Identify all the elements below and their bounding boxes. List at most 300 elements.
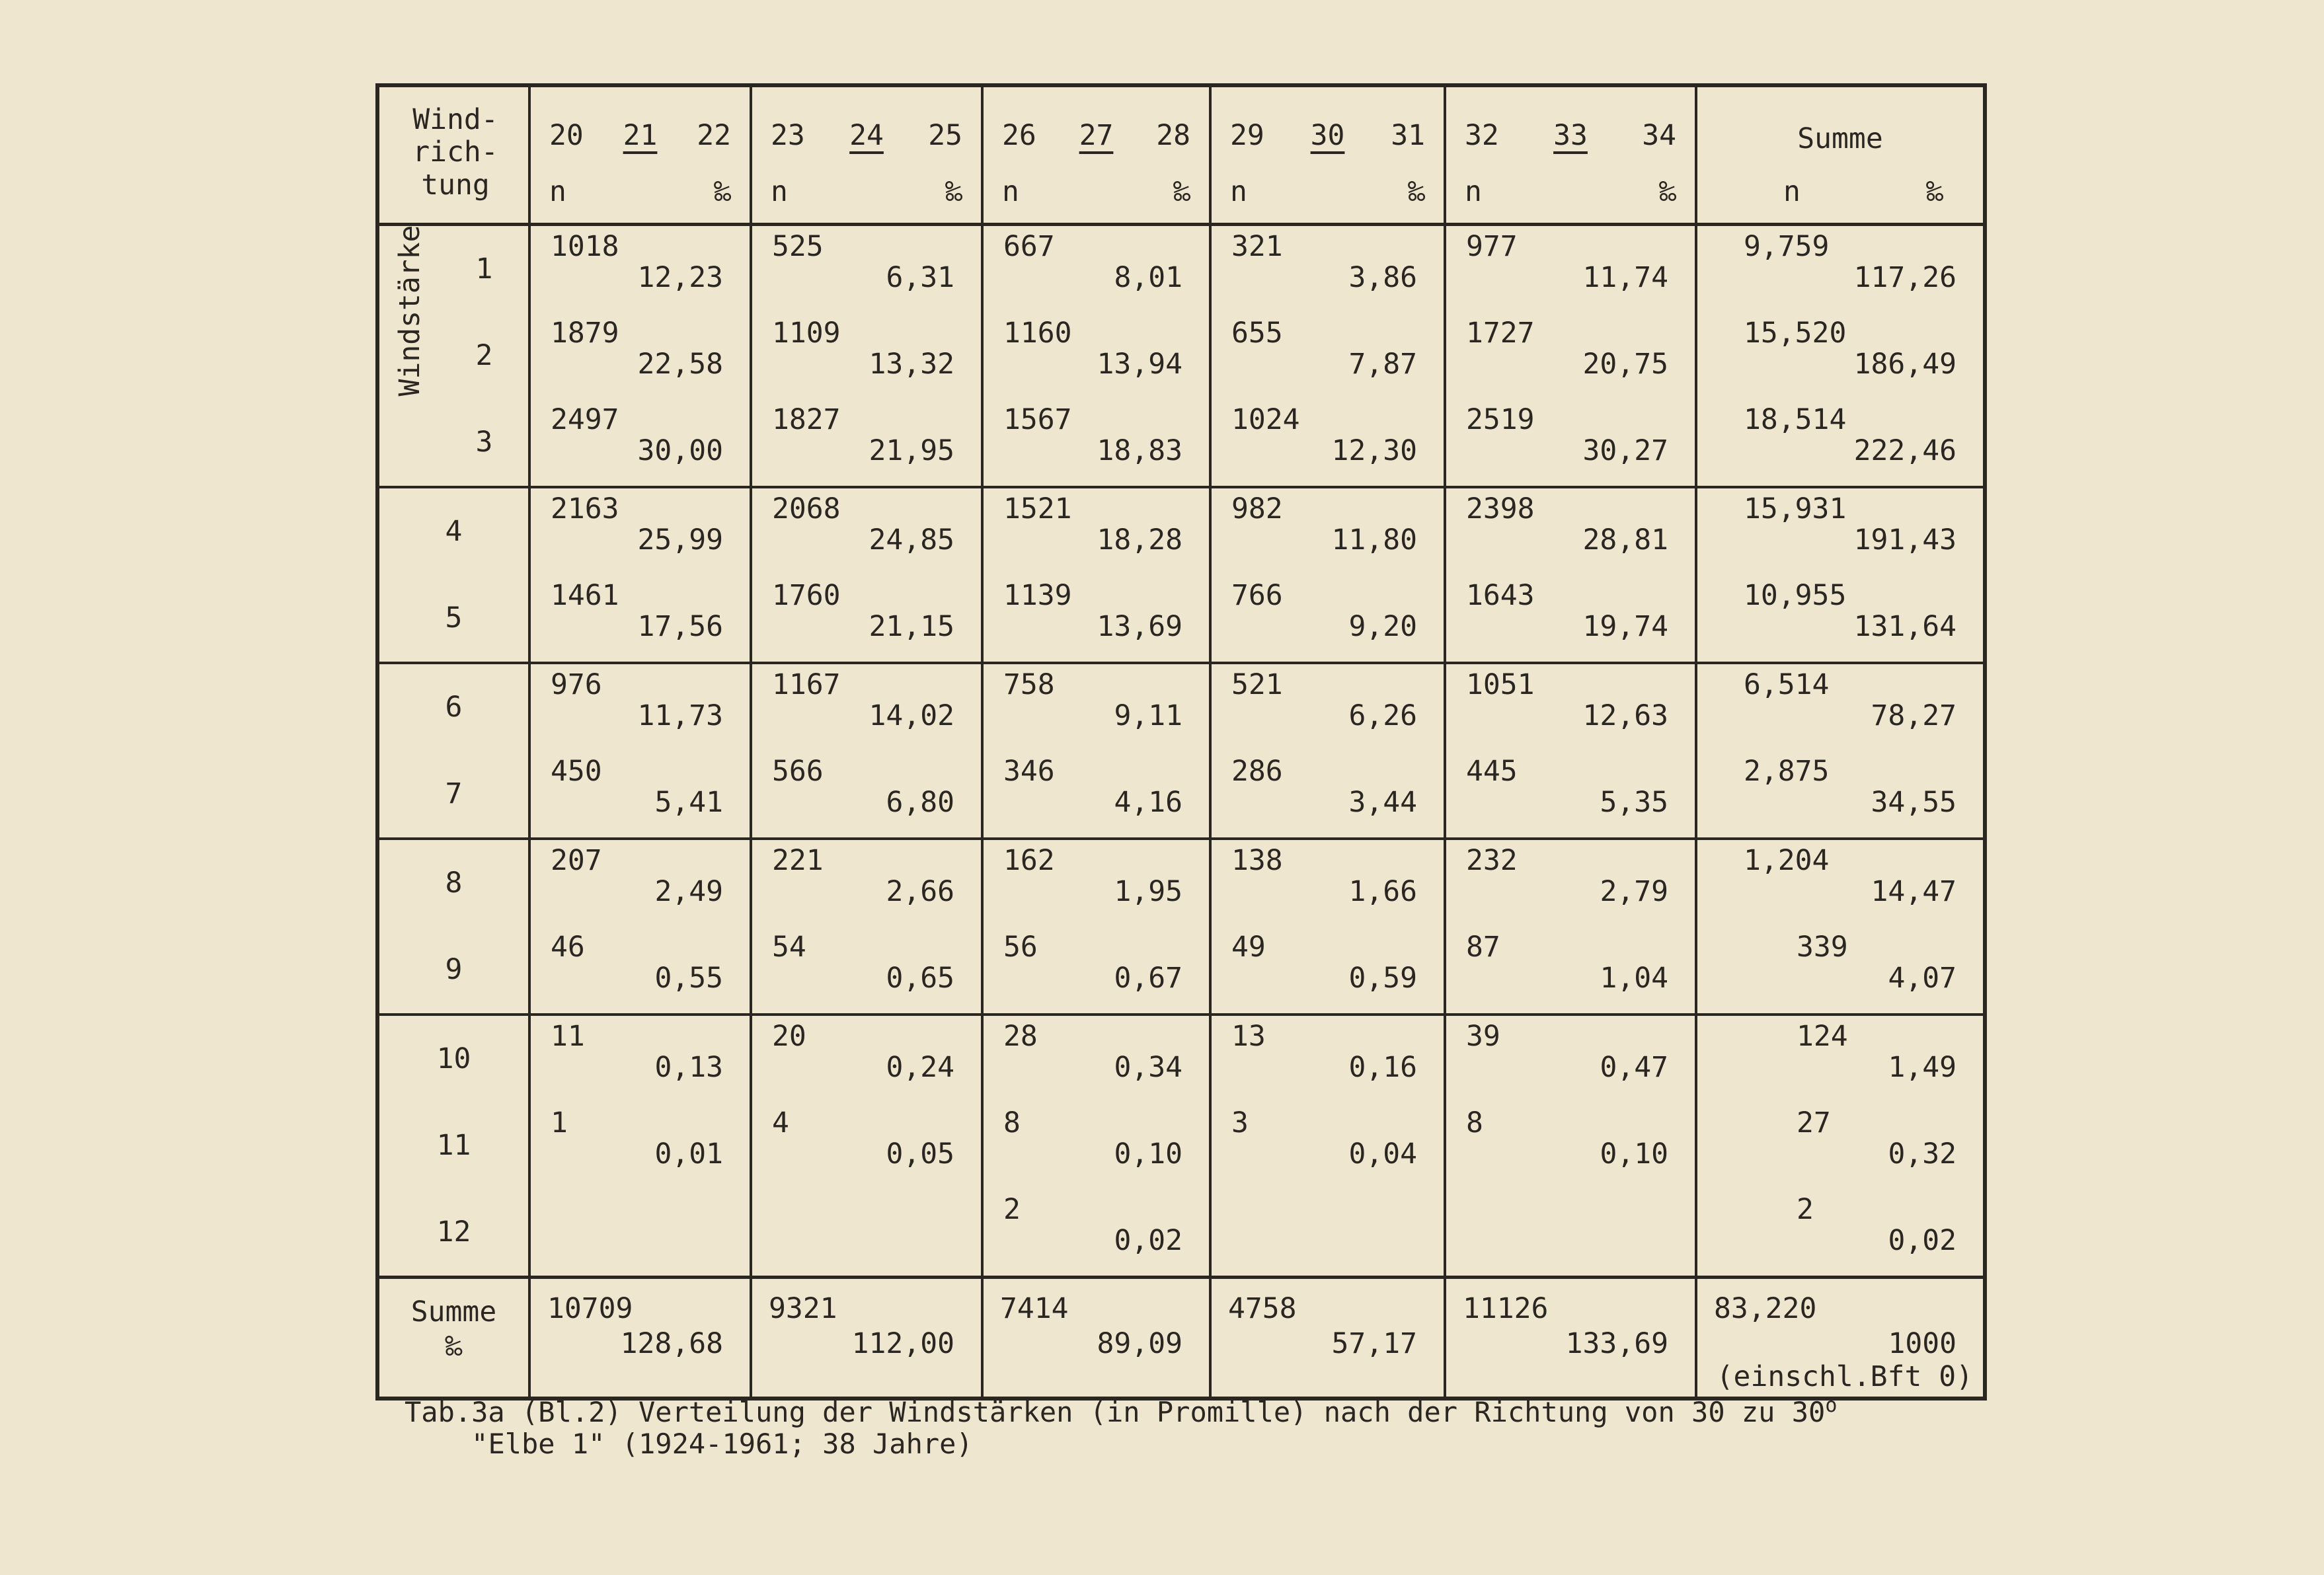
total-permille-value: 186,49	[1853, 348, 1956, 381]
permille-value: 3,44	[1348, 786, 1417, 819]
direction-header-cell	[1212, 87, 1444, 223]
total-count-value: 2	[1797, 1193, 1814, 1226]
total-permille-value: 131,64	[1853, 610, 1956, 643]
data-cell	[1445, 1189, 1696, 1278]
count-value: 138	[1231, 844, 1283, 877]
direction-header-cell	[752, 87, 981, 223]
count-value: 450	[551, 755, 602, 788]
direction-number: 22	[697, 119, 731, 152]
direction-numbers	[1230, 120, 1425, 151]
total-content	[1697, 575, 1983, 662]
permille-value: 12,30	[1331, 434, 1417, 467]
data-cell	[529, 1015, 751, 1102]
permille-value: 13,32	[869, 348, 954, 381]
cell-content	[752, 1189, 981, 1276]
permille-value: 21,95	[869, 434, 954, 467]
data-cell	[751, 487, 982, 575]
permille-value: 18,83	[1097, 434, 1182, 467]
direction-group-header	[1210, 85, 1445, 225]
count-value: 1643	[1466, 579, 1535, 612]
total-content	[1697, 488, 1983, 575]
count-value: 321	[1231, 230, 1283, 263]
data-cell	[982, 225, 1210, 313]
data-cell	[529, 663, 751, 751]
count-value: 1760	[772, 579, 841, 612]
cell-content	[984, 488, 1209, 575]
data-cell	[1445, 751, 1696, 839]
permille-value: 13,69	[1097, 610, 1182, 643]
unit-n-label: n	[549, 175, 566, 208]
permille-value: 21,15	[869, 610, 954, 643]
permille-value: 0,16	[1348, 1051, 1417, 1084]
direction-number: 34	[1642, 119, 1676, 152]
count-value: 1051	[1466, 668, 1535, 701]
data-cell	[1445, 663, 1696, 751]
data-cell	[1210, 1015, 1445, 1102]
total-count-value: 15,520	[1744, 317, 1847, 350]
wind-force-number: 8	[377, 839, 529, 927]
count-value: 4	[772, 1106, 789, 1139]
cell-content	[1446, 1189, 1695, 1276]
cell-content	[984, 927, 1209, 1013]
total-header	[1696, 85, 1985, 225]
data-cell	[1210, 751, 1445, 839]
permille-value: 0,05	[886, 1137, 954, 1171]
summary-label	[379, 1279, 528, 1364]
permille-value: 6,80	[886, 786, 954, 819]
permille-value: 0,24	[886, 1051, 954, 1084]
header-label-line: rich-	[412, 135, 498, 169]
table-row	[377, 575, 1985, 663]
permille-value: 0,13	[654, 1051, 723, 1084]
total-permille-value: 0,32	[1888, 1137, 1956, 1171]
wind-force-number: 10	[377, 1015, 529, 1102]
cell-content	[1212, 313, 1444, 399]
data-cell	[529, 1189, 751, 1278]
wind-force-number: 2	[440, 313, 529, 399]
cell-content	[1446, 399, 1695, 486]
data-cell	[1445, 839, 1696, 927]
cell-content	[531, 575, 750, 662]
permille-value: 28,81	[1582, 523, 1668, 557]
cell-content	[531, 840, 750, 927]
wind-force-number: 7	[377, 751, 529, 839]
count-value: 667	[1003, 230, 1055, 263]
cell-content	[1446, 488, 1695, 575]
permille-value: 6,31	[886, 261, 954, 294]
count-value: 2	[1003, 1193, 1021, 1226]
data-cell	[751, 1189, 982, 1278]
table-row	[377, 663, 1985, 751]
cell-content	[1446, 313, 1695, 399]
total-cell	[1696, 399, 1985, 487]
permille-value: 9,20	[1348, 610, 1417, 643]
permille-value: 0,47	[1600, 1051, 1668, 1084]
permille-value: 25,99	[637, 523, 723, 557]
data-cell	[982, 1102, 1210, 1189]
wind-force-number: 3	[440, 399, 529, 487]
count-value: 221	[772, 844, 824, 877]
count-value: 1521	[1003, 492, 1072, 525]
total-cell	[1696, 1015, 1985, 1102]
cell-content	[752, 399, 981, 486]
total-content	[1697, 664, 1983, 751]
count-value: 56	[1003, 931, 1038, 964]
permille-value: 4,16	[1114, 786, 1182, 819]
permille-value: 7,87	[1348, 348, 1417, 381]
total-count-value: 2,875	[1744, 755, 1830, 788]
direction-group-header	[982, 85, 1210, 225]
direction-number: 21	[623, 119, 658, 152]
permille-value: 18,28	[1097, 523, 1182, 557]
summary-total-cell	[1696, 1278, 1985, 1399]
permille-value: 11,80	[1331, 523, 1417, 557]
cell-content	[752, 313, 981, 399]
total-permille-value: 78,27	[1871, 699, 1956, 732]
permille-value: 0,10	[1600, 1137, 1668, 1171]
unit-labels	[1783, 176, 1943, 208]
table-row	[377, 225, 1985, 313]
data-cell	[1210, 1102, 1445, 1189]
total-permille-value: 4,07	[1888, 962, 1956, 995]
permille-value: 2,79	[1600, 875, 1668, 908]
cell-content	[1212, 1016, 1444, 1102]
cell-content	[984, 840, 1209, 927]
summary-permille: 128,68	[620, 1327, 723, 1360]
permille-value: 6,26	[1348, 699, 1417, 732]
permille-value: 1,95	[1114, 875, 1182, 908]
unit-permille-label: ‰	[1926, 175, 1943, 208]
cell-content	[752, 751, 981, 837]
count-value: 20	[772, 1020, 806, 1053]
total-content	[1697, 226, 1983, 313]
direction-number: 24	[849, 119, 884, 152]
count-value: 54	[772, 931, 806, 964]
permille-value: 5,35	[1600, 786, 1668, 819]
cell-content	[1446, 1016, 1695, 1102]
cell-content	[984, 751, 1209, 837]
direction-number: 25	[928, 119, 962, 152]
total-permille-value: 222,46	[1853, 434, 1956, 467]
direction-number: 30	[1310, 119, 1345, 152]
permille-value: 5,41	[654, 786, 723, 819]
total-cell	[1696, 927, 1985, 1015]
count-value: 1567	[1003, 403, 1072, 436]
unit-n-label: n	[771, 175, 788, 208]
total-cell	[1696, 751, 1985, 839]
unit-n-label: n	[1465, 175, 1482, 208]
count-value: 1109	[772, 317, 841, 350]
unit-permille-label: ‰	[945, 175, 962, 208]
count-value: 1018	[551, 230, 619, 263]
summary-permille: 89,09	[1097, 1327, 1182, 1360]
data-cell	[982, 313, 1210, 399]
data-cell	[529, 313, 751, 399]
count-value: 286	[1231, 755, 1283, 788]
wind-force-axis-label: Windstärke	[393, 225, 426, 397]
grand-total-note: (einschl.Bft 0)	[1716, 1360, 1973, 1393]
direction-header-cell	[531, 87, 750, 223]
direction-number: 26	[1002, 119, 1036, 152]
wind-force-number: 5	[377, 575, 529, 663]
permille-value: 3,86	[1348, 261, 1417, 294]
cell-content	[752, 575, 981, 662]
data-cell	[751, 1102, 982, 1189]
count-value: 28	[1003, 1020, 1038, 1053]
count-value: 8	[1466, 1106, 1483, 1139]
permille-value: 9,11	[1114, 699, 1182, 732]
data-cell	[1445, 313, 1696, 399]
data-cell	[982, 663, 1210, 751]
data-cell	[529, 839, 751, 927]
direction-group-header	[1445, 85, 1696, 225]
cell-content	[1446, 751, 1695, 837]
summary-cell	[982, 1278, 1210, 1399]
count-value: 2068	[772, 492, 841, 525]
summary-cell-content	[531, 1279, 750, 1397]
data-cell	[982, 1189, 1210, 1278]
count-value: 87	[1466, 931, 1500, 964]
data-cell	[1210, 487, 1445, 575]
total-permille-value: 0,02	[1888, 1224, 1956, 1257]
direction-header-cell	[1446, 87, 1695, 223]
table-row	[377, 1102, 1985, 1189]
unit-n-label: n	[1783, 175, 1801, 208]
wind-force-number: 1	[440, 225, 529, 313]
cell-content	[531, 751, 750, 837]
count-value: 2519	[1466, 403, 1535, 436]
data-cell	[982, 487, 1210, 575]
data-cell	[751, 927, 982, 1015]
summary-cell-content	[1446, 1279, 1695, 1397]
permille-value: 0,02	[1114, 1224, 1182, 1257]
summary-label-line: Summe	[410, 1295, 497, 1328]
cell-content	[531, 226, 750, 313]
data-cell	[1210, 927, 1445, 1015]
summary-count: 9321	[769, 1292, 837, 1325]
direction-numbers	[771, 120, 962, 151]
count-value: 758	[1003, 668, 1055, 701]
cell-content	[1446, 575, 1695, 662]
cell-content	[1446, 226, 1695, 313]
total-count-value: 124	[1797, 1020, 1848, 1053]
cell-content	[1446, 927, 1695, 1013]
cell-content	[1212, 399, 1444, 486]
data-cell	[1445, 927, 1696, 1015]
total-cell	[1696, 575, 1985, 663]
unit-n-label: n	[1002, 175, 1019, 208]
total-cell	[1696, 225, 1985, 313]
wind-force-number: 6	[377, 663, 529, 751]
cell-content	[1212, 840, 1444, 927]
total-cell	[1696, 313, 1985, 399]
summary-permille: 112,00	[851, 1327, 954, 1360]
wind-force-number: 4	[377, 487, 529, 575]
total-header-label: Summe	[1797, 122, 1883, 155]
data-cell	[1445, 487, 1696, 575]
cell-content	[752, 1102, 981, 1189]
direction-number: 31	[1391, 119, 1425, 152]
data-cell	[751, 399, 982, 487]
count-value: 1727	[1466, 317, 1535, 350]
direction-number: 29	[1230, 119, 1264, 152]
total-count-value: 1,204	[1744, 844, 1830, 877]
data-cell	[529, 487, 751, 575]
summary-row	[377, 1278, 1985, 1399]
count-value: 766	[1231, 579, 1283, 612]
permille-value: 20,75	[1582, 348, 1668, 381]
cell-content	[1212, 664, 1444, 751]
direction-number: 20	[549, 119, 584, 152]
permille-value: 0,34	[1114, 1051, 1182, 1084]
permille-value: 22,58	[637, 348, 723, 381]
cell-content	[984, 313, 1209, 399]
data-cell	[1445, 1015, 1696, 1102]
total-permille-value: 14,47	[1871, 875, 1956, 908]
direction-number: 33	[1553, 119, 1588, 152]
summary-cell	[1210, 1278, 1445, 1399]
summary-count: 7414	[1000, 1292, 1069, 1325]
cell-content	[531, 1016, 750, 1102]
count-value: 8	[1003, 1106, 1021, 1139]
data-cell	[982, 399, 1210, 487]
header-label-line: tung	[421, 168, 490, 202]
total-content	[1697, 399, 1983, 486]
count-value: 1160	[1003, 317, 1072, 350]
summary-count: 11126	[1463, 1292, 1549, 1325]
permille-value: 8,01	[1114, 261, 1182, 294]
cell-content	[752, 840, 981, 927]
permille-value: 11,73	[637, 699, 723, 732]
data-cell	[751, 751, 982, 839]
permille-value: 0,55	[654, 962, 723, 995]
header-row	[377, 85, 1985, 225]
cell-content	[531, 664, 750, 751]
table-row	[377, 487, 1985, 575]
count-value: 982	[1231, 492, 1283, 525]
count-value: 3	[1231, 1106, 1249, 1139]
caption-line-2: "Elbe 1" (1924-1961; 38 Jahre)	[471, 1428, 973, 1461]
data-cell	[751, 575, 982, 663]
count-value: 2398	[1466, 492, 1535, 525]
summary-label-line: ‰	[445, 1329, 463, 1363]
table-row	[377, 751, 1985, 839]
total-permille-value: 34,55	[1871, 786, 1956, 819]
caption-line-1: Tab.3a (Bl.2) Verteilung der Windstärken (in Promille) nach der Richtung von 30 zu 30	[405, 1396, 1826, 1428]
unit-labels	[1230, 176, 1425, 208]
permille-value: 19,74	[1582, 610, 1668, 643]
count-value: 232	[1466, 844, 1518, 877]
cell-content	[1212, 1189, 1444, 1276]
summary-total-content	[1697, 1279, 1983, 1397]
count-value: 49	[1231, 931, 1266, 964]
cell-content	[1212, 488, 1444, 575]
count-value: 2163	[551, 492, 619, 525]
cell-content	[752, 1016, 981, 1102]
count-value: 566	[772, 755, 824, 788]
cell-content	[1446, 1102, 1695, 1189]
cell-content	[984, 1016, 1209, 1102]
cell-content	[1212, 575, 1444, 662]
data-cell	[751, 225, 982, 313]
direction-number: 32	[1465, 119, 1499, 152]
data-cell	[982, 927, 1210, 1015]
unit-permille-label: ‰	[1173, 175, 1190, 208]
table-row	[377, 1189, 1985, 1278]
cell-content	[531, 927, 750, 1013]
cell-content	[752, 226, 981, 313]
data-cell	[982, 751, 1210, 839]
count-value: 207	[551, 844, 602, 877]
table-row	[377, 839, 1985, 927]
total-cell	[1696, 487, 1985, 575]
total-permille-value: 191,43	[1853, 523, 1956, 557]
count-value: 655	[1231, 317, 1283, 350]
data-cell	[1445, 575, 1696, 663]
summary-count: 10709	[547, 1292, 633, 1325]
total-cell	[1696, 839, 1985, 927]
degree-sign: o	[1825, 1394, 1838, 1417]
count-value: 1461	[551, 579, 619, 612]
count-value: 13	[1231, 1020, 1266, 1053]
permille-value: 0,59	[1348, 962, 1417, 995]
permille-value: 30,00	[637, 434, 723, 467]
count-value: 162	[1003, 844, 1055, 877]
cell-content	[984, 575, 1209, 662]
direction-group-header	[751, 85, 982, 225]
cell-content	[1212, 1102, 1444, 1189]
summary-label-cell	[377, 1278, 529, 1399]
data-cell	[529, 575, 751, 663]
summary-count: 4758	[1228, 1292, 1297, 1325]
unit-n-label: n	[1230, 175, 1247, 208]
direction-header-cell	[984, 87, 1209, 223]
cell-content	[1212, 927, 1444, 1013]
count-value: 1879	[551, 317, 619, 350]
direction-numbers	[1465, 120, 1676, 151]
cell-content	[752, 927, 981, 1013]
permille-value: 1,04	[1600, 962, 1668, 995]
data-cell	[751, 839, 982, 927]
data-cell	[529, 399, 751, 487]
data-cell	[982, 839, 1210, 927]
total-permille-value: 1,49	[1888, 1051, 1956, 1084]
unit-labels	[1465, 176, 1676, 208]
total-cell	[1696, 1189, 1985, 1278]
cell-content	[752, 664, 981, 751]
summary-cell	[751, 1278, 982, 1399]
data-cell	[751, 663, 982, 751]
total-content	[1697, 313, 1983, 399]
total-cell	[1696, 663, 1985, 751]
unit-permille-label: ‰	[1408, 175, 1425, 208]
total-count-value: 10,955	[1744, 579, 1847, 612]
cell-content	[1212, 751, 1444, 837]
data-cell	[529, 1102, 751, 1189]
count-value: 525	[772, 230, 824, 263]
summary-permille: 57,17	[1331, 1327, 1417, 1360]
wind-force-number: 12	[377, 1189, 529, 1278]
data-cell	[1210, 839, 1445, 927]
cell-content	[531, 1189, 750, 1276]
data-cell	[982, 575, 1210, 663]
count-value: 11	[551, 1020, 585, 1053]
cell-content	[1446, 664, 1695, 751]
permille-value: 0,01	[654, 1137, 723, 1171]
total-count-value: 9,759	[1744, 230, 1830, 263]
unit-labels	[549, 176, 731, 208]
summary-cell-content	[1212, 1279, 1444, 1397]
